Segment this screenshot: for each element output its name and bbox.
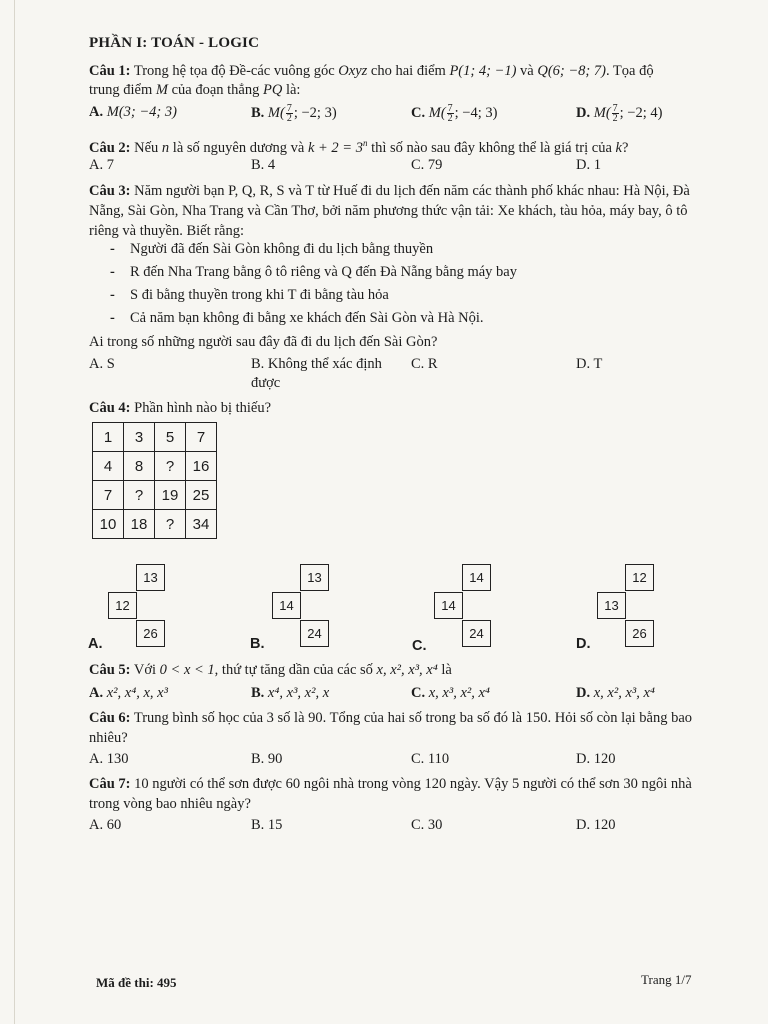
q5-option-a[interactable] — [89, 685, 168, 702]
q1-option-d-fraction — [612, 104, 619, 123]
q4-option-d[interactable] — [576, 564, 656, 654]
q1-option-c[interactable] — [411, 104, 497, 123]
shape-letter: B. — [250, 636, 265, 652]
q1-option-b-den: 2 — [286, 113, 292, 124]
q7-option-b[interactable]: B. 15 — [251, 817, 283, 833]
q6-label: Câu 6: — [89, 710, 131, 726]
q3-bullet-2-text: R đến Nha Trang bằng ô tô riêng và Q đến Đà Nẵng bằng máy bay — [130, 264, 517, 280]
shape-cell-left: 14 — [434, 592, 463, 619]
q7-text — [89, 774, 709, 814]
q6-option-a[interactable]: A. 130 — [89, 751, 129, 767]
q2-line — [89, 134, 628, 157]
q1-system: Oxyz — [338, 63, 368, 79]
q2-equation: k + 2 = 3 — [307, 139, 363, 156]
q5-option-a-letter: A. — [89, 685, 104, 701]
q1-and: và — [516, 63, 538, 79]
q3-bullet-4-text: Cả năm bạn không đi bằng xe khách đến Sài Gòn và Hà Nội. — [130, 310, 484, 326]
grid-cell: 25 — [186, 481, 217, 510]
q1-option-d[interactable] — [576, 104, 662, 123]
q1-option-d-num: 7 — [612, 103, 618, 114]
q5-option-d[interactable] — [576, 685, 655, 702]
q3-bullet-4 — [110, 310, 484, 327]
q1-option-a[interactable] — [89, 104, 177, 121]
q1-point-p: P(1; 4; −1) — [449, 63, 517, 79]
grid-cell: ? — [124, 481, 155, 510]
shape-cell-bottom: 24 — [462, 620, 491, 647]
q5-set: x, x², x³, x⁴ — [376, 662, 438, 678]
q1-m: M — [155, 82, 168, 98]
q5-option-b-value: x⁴, x³, x², x — [267, 685, 330, 701]
q3-option-b[interactable] — [251, 356, 382, 392]
q1-option-b[interactable] — [251, 104, 337, 123]
q5-label: Câu 5: — [89, 662, 131, 678]
q4-text: Phần hình nào bị thiếu? — [130, 400, 272, 416]
q3-option-b-line1: B. Không thể xác định — [251, 356, 382, 372]
q3-intro-text: Năm người bạn P, Q, R, S và T từ Huế đi du lịch đến năm các thành phố khác nhau: Hà Nội, Đà Nẵng, Sài Gòn, Nha Trang và Cần Thơ, bởi năm phương thức vận tải: Xe khách, tàu hỏa, máy bay, ô tô riêng và thuyền. Biết rằng: — [89, 183, 690, 239]
q1-option-c-den: 2 — [447, 113, 453, 124]
q3-bullet-1 — [110, 241, 433, 258]
shape-cell-bottom: 24 — [300, 620, 329, 647]
q2-n: n — [161, 139, 170, 156]
shape-cell-left: 13 — [597, 592, 626, 619]
q5-options — [89, 685, 729, 705]
q5-option-d-value: x, x², x³, x⁴ — [593, 685, 655, 701]
q7-option-d[interactable]: D. 120 — [576, 817, 616, 833]
shape-cell-left: 12 — [108, 592, 137, 619]
q2-option-b[interactable]: B. 4 — [251, 157, 276, 173]
q1-options — [89, 104, 729, 124]
q6-option-b[interactable]: B. 90 — [251, 751, 283, 767]
q3-bullet-3 — [110, 287, 389, 304]
grid-cell: 5 — [155, 423, 186, 452]
q5-option-d-letter: D. — [576, 685, 591, 701]
q1-option-b-fraction — [286, 104, 293, 123]
q6-text-body: Trung bình số học của 3 số là 90. Tổng của hai số trong ba số đó là 150. Hỏi số còn lại bằng bao nhiêu? — [89, 710, 693, 746]
q6-text — [89, 708, 709, 748]
q3-bullet-1-text: Người đã đến Sài Gòn không đi du lịch bằng thuyền — [130, 241, 434, 257]
q7-options — [89, 817, 729, 837]
q5-option-b[interactable] — [251, 685, 329, 702]
q2-text-d: ? — [621, 139, 629, 156]
q1-option-d-pre: M( — [593, 104, 611, 121]
q3-bullet-2-dash: - — [110, 264, 115, 280]
q4-line — [89, 399, 271, 417]
shape-letter: C. — [412, 638, 427, 654]
q3-label: Câu 3: — [89, 183, 131, 199]
q1-option-c-letter: C. — [411, 104, 426, 121]
q1-text-b: cho hai điểm — [367, 63, 450, 79]
shape-cell-left: 14 — [272, 592, 301, 619]
grid-cell: 7 — [186, 423, 217, 452]
grid-cell: 19 — [155, 481, 186, 510]
q5-option-a-value: x², x⁴, x, x³ — [106, 685, 168, 701]
shape-letter: A. — [88, 636, 103, 652]
q1-point-q: Q(6; −8; 7) — [537, 63, 606, 79]
q4-option-c[interactable] — [412, 564, 492, 654]
q1-option-c-post: ; −4; 3) — [454, 104, 498, 121]
q6-option-d[interactable]: D. 120 — [576, 751, 616, 767]
shape-cell-bottom: 26 — [625, 620, 654, 647]
q2-exponent: n — [362, 138, 368, 148]
q2-text-b: là số nguyên dương và — [169, 139, 308, 156]
q2-text-a: Nếu — [130, 139, 162, 156]
q1-option-d-letter: D. — [576, 104, 591, 121]
q1-line2-b: của đoạn thẳng — [167, 82, 263, 98]
q1-line1 — [89, 62, 654, 80]
exam-code: Mã đề thi: 495 — [96, 975, 177, 990]
shape-letter: D. — [576, 636, 591, 652]
q6-options — [89, 751, 729, 771]
section-title: PHẦN I: TOÁN - LOGIC — [89, 35, 260, 51]
q3-bullet-4-dash: - — [110, 310, 115, 326]
q3-intro — [89, 181, 709, 241]
grid-cell: 8 — [124, 452, 155, 481]
grid-cell: 3 — [124, 423, 155, 452]
grid-cell: 4 — [93, 452, 124, 481]
q1-option-a-value: M(3; −4; 3) — [106, 104, 177, 120]
grid-cell: 7 — [93, 481, 124, 510]
grid-row — [93, 481, 217, 510]
q1-option-c-num: 7 — [447, 103, 453, 114]
q4-option-b[interactable] — [250, 564, 330, 654]
q6-option-c[interactable]: C. 110 — [411, 751, 450, 767]
q4-option-a[interactable] — [90, 564, 170, 654]
page-margin-rule — [14, 0, 15, 1024]
q5-line — [89, 661, 452, 679]
q2-option-c[interactable]: C. 79 — [411, 157, 443, 173]
q1-option-b-num: 7 — [286, 103, 292, 114]
q1-option-d-post: ; −2; 4) — [619, 104, 663, 121]
q1-option-c-fraction — [447, 104, 454, 123]
q3-bullet-2 — [110, 264, 517, 281]
shape-cell-bottom: 26 — [136, 620, 165, 647]
q5-condition: 0 < x < 1 — [159, 662, 215, 678]
shape-cell-top: 14 — [462, 564, 491, 591]
q3-bullet-3-text: S đi bằng thuyền trong khi T đi bằng tàu hỏa — [130, 287, 389, 303]
grid-cell: ? — [155, 510, 186, 539]
q7-text-body: 10 người có thể sơn được 60 ngôi nhà trong vòng 120 ngày. Vậy 5 người có thể sơn 30 ngôi nhà trong vòng bao nhiêu ngày? — [89, 776, 692, 812]
grid-cell: 16 — [186, 452, 217, 481]
q1-text: Trong hệ tọa độ Đề-các vuông góc — [130, 63, 339, 79]
q2-options — [89, 157, 729, 177]
q1-line2-a: trung điểm — [89, 82, 156, 98]
q1-option-b-post: ; −2; 3) — [293, 104, 337, 121]
q5-option-c-letter: C. — [411, 685, 426, 701]
q5-option-c[interactable] — [411, 685, 490, 702]
q3-option-a[interactable]: A. S — [89, 356, 115, 372]
q2-option-a[interactable]: A. 7 — [89, 157, 114, 173]
q1-option-c-pre: M( — [428, 104, 446, 121]
q3-options — [89, 356, 729, 396]
grid-cell: ? — [155, 452, 186, 481]
q4-label: Câu 4: — [89, 400, 131, 416]
q1-line2 — [89, 81, 300, 99]
q3-bullet-1-dash: - — [110, 241, 115, 257]
page-number: Trang 1/7 — [641, 972, 692, 987]
q3-option-b-line2: được — [251, 375, 281, 391]
q7-option-c[interactable]: C. 30 — [411, 817, 443, 833]
q5-option-c-value: x, x³, x², x⁴ — [428, 685, 490, 701]
q1-option-b-letter: B. — [251, 104, 265, 121]
q3-question: Ai trong số những người sau đây đã đi du lịch đến Sài Gòn? — [89, 334, 438, 350]
q1-pq: PQ — [262, 82, 283, 98]
grid-cell: 1 — [93, 423, 124, 452]
q3-option-c[interactable]: C. R — [411, 356, 438, 372]
q1-text-c: . Tọa độ — [605, 63, 654, 79]
grid-cell: 34 — [186, 510, 217, 539]
grid-row — [93, 423, 217, 452]
q1-label: Câu 1: — [89, 63, 131, 79]
shape-cell-top: 12 — [625, 564, 654, 591]
shape-cell-top: 13 — [300, 564, 329, 591]
q3-option-d[interactable]: D. T — [576, 356, 603, 372]
q1-line2-c: là: — [282, 82, 301, 98]
shape-cell-top: 13 — [136, 564, 165, 591]
grid-cell: 18 — [124, 510, 155, 539]
grid-row — [93, 452, 217, 481]
q5-text-b: , thứ tự tăng dần của các số — [214, 662, 377, 678]
grid-cell: 10 — [93, 510, 124, 539]
q1-option-d-den: 2 — [612, 113, 618, 124]
q7-option-a[interactable]: A. 60 — [89, 817, 122, 833]
q5-option-b-letter: B. — [251, 685, 265, 701]
q2-k: k — [615, 139, 622, 156]
q1-option-b-pre: M( — [267, 104, 285, 121]
q2-text-c: thì số nào sau đây không thể là giá trị của — [367, 139, 616, 156]
q2-option-d[interactable]: D. 1 — [576, 157, 601, 173]
q5-text-c: là — [437, 662, 452, 678]
q3-bullet-3-dash: - — [110, 287, 115, 303]
q2-label: Câu 2: — [89, 139, 131, 156]
q7-label: Câu 7: — [89, 776, 131, 792]
q4-number-grid — [92, 422, 217, 539]
q5-text-a: Với — [130, 662, 160, 678]
grid-row — [93, 510, 217, 539]
q1-option-a-letter: A. — [89, 104, 104, 120]
